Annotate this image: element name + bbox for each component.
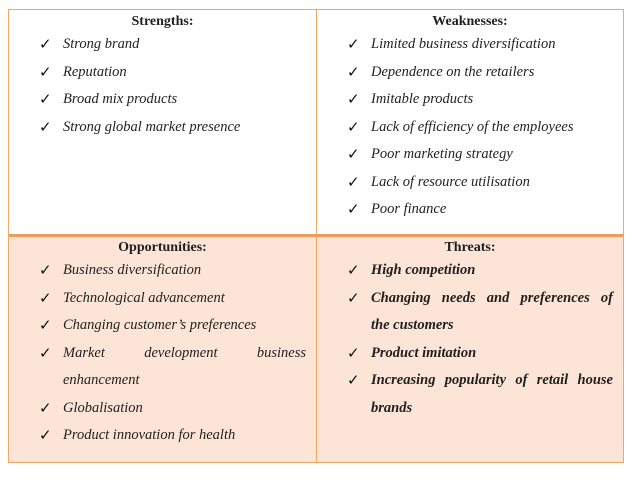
list-item <box>317 169 623 197</box>
check-icon: ✓ <box>347 343 360 362</box>
threat-text: Increasing popularity of retail house <box>371 372 613 388</box>
weakness-text: Poor marketing strategy <box>371 146 513 162</box>
weakness-text: Limited business diversification <box>371 36 556 52</box>
section-divider <box>9 234 623 237</box>
list-item <box>9 114 316 142</box>
opportunity-text: Product innovation for health <box>63 427 236 443</box>
opportunities-list <box>9 257 316 450</box>
opportunity-text: Technological advancement <box>63 289 225 306</box>
weaknesses-list <box>317 31 623 224</box>
threat-text-continued: brands <box>371 399 413 416</box>
weakness-text: Imitable products <box>371 91 474 107</box>
check-icon: ✓ <box>39 62 52 81</box>
strength-text: Strong brand <box>63 36 140 52</box>
list-item <box>9 285 316 313</box>
list-item <box>9 86 316 114</box>
list-item <box>317 114 623 142</box>
check-icon: ✓ <box>39 35 52 53</box>
strengths-cell <box>9 10 317 236</box>
weaknesses-heading: Weaknesses: <box>432 14 508 29</box>
list-item <box>317 257 623 285</box>
threat-text: Product imitation <box>371 344 477 361</box>
weaknesses-cell <box>317 10 623 236</box>
list-item <box>317 196 623 224</box>
list-item <box>317 285 623 340</box>
swot-table <box>8 9 624 463</box>
check-icon: ✓ <box>347 90 360 108</box>
weakness-text: Poor finance <box>371 201 447 217</box>
check-icon: ✓ <box>347 35 360 53</box>
check-icon: ✓ <box>347 371 360 389</box>
list-item <box>9 257 316 285</box>
opportunities-cell <box>9 236 317 462</box>
weakness-text: Lack of resource utilisation <box>371 173 530 190</box>
check-icon: ✓ <box>39 426 52 444</box>
strengths-heading: Strengths: <box>131 14 194 29</box>
list-item <box>9 312 316 340</box>
weakness-text: Lack of efficiency of the employees <box>371 118 574 135</box>
check-icon: ✓ <box>39 90 52 108</box>
list-item <box>317 86 623 114</box>
list-item <box>9 59 316 87</box>
check-icon: ✓ <box>347 117 360 136</box>
list-item <box>9 395 316 423</box>
check-icon: ✓ <box>347 261 360 279</box>
opportunity-text: Market development business <box>63 344 306 361</box>
list-item <box>317 367 623 422</box>
opportunity-text: Globalisation <box>63 399 143 416</box>
strength-text: Broad mix products <box>63 91 178 107</box>
threats-list <box>317 257 623 422</box>
check-icon: ✓ <box>347 145 360 163</box>
threat-text-continued: the customers <box>371 317 454 333</box>
opportunities-heading: Opportunities: <box>118 240 207 255</box>
opportunity-text: Changing customer’s preferences <box>63 317 257 333</box>
list-item <box>9 31 316 59</box>
threats-heading: Threats: <box>444 240 496 255</box>
list-item <box>9 422 316 450</box>
check-icon: ✓ <box>39 316 52 334</box>
check-icon: ✓ <box>39 261 52 279</box>
list-item <box>317 340 623 368</box>
check-icon: ✓ <box>39 343 52 362</box>
list-item <box>317 31 623 59</box>
weakness-text: Dependence on the retailers <box>371 63 535 80</box>
opportunity-text-continued: enhancement <box>63 372 140 388</box>
check-icon: ✓ <box>347 172 360 191</box>
list-item <box>9 340 316 395</box>
list-item <box>317 141 623 169</box>
strengths-list <box>9 31 316 141</box>
check-icon: ✓ <box>347 200 360 218</box>
list-item <box>317 59 623 87</box>
threat-text: Changing needs and preferences of <box>371 289 613 306</box>
opportunity-text: Business diversification <box>63 262 202 278</box>
check-icon: ✓ <box>347 62 360 81</box>
strength-text: Strong global market presence <box>63 118 241 135</box>
strength-text: Reputation <box>63 63 127 80</box>
check-icon: ✓ <box>39 117 52 136</box>
check-icon: ✓ <box>347 288 360 307</box>
threats-cell <box>317 236 623 462</box>
check-icon: ✓ <box>39 288 52 307</box>
check-icon: ✓ <box>39 398 52 417</box>
threat-text: High competition <box>371 262 476 278</box>
